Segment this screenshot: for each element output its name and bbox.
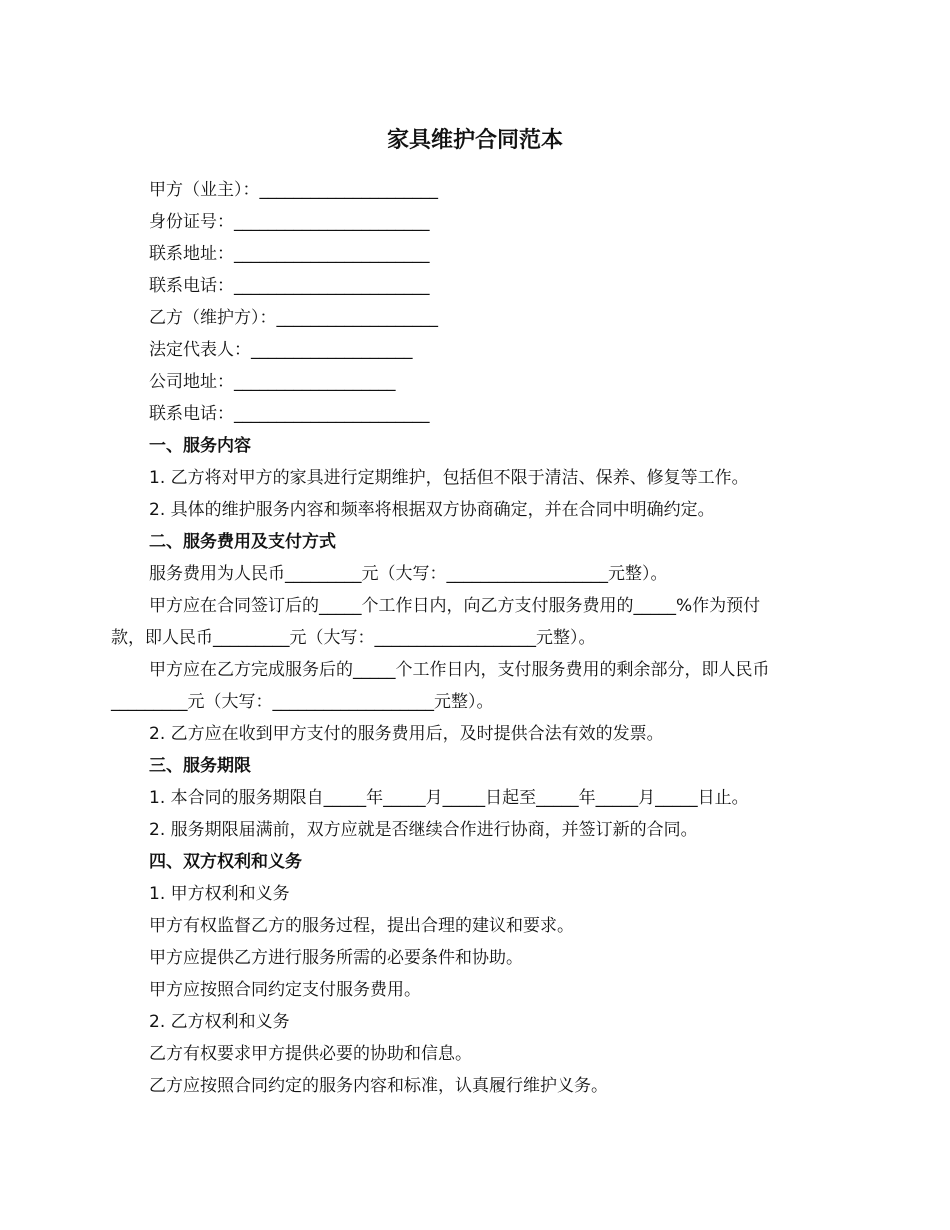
paragraph: 2. 乙方应在收到甲方支付的服务费用后，及时提供合法有效的发票。 (149, 724, 664, 744)
subheading-party-a: 1. 甲方权利和义务 (149, 884, 290, 904)
party-a-phone-line: 联系电话：_______________________ (149, 276, 430, 296)
section-heading-service-content: 一、服务内容 (149, 436, 251, 456)
legal-representative-line: 法定代表人：___________________ (149, 340, 413, 360)
paragraph: 甲方有权监督乙方的服务过程，提出合理的建议和要求。 (149, 916, 574, 936)
paragraph: 甲方应在乙方完成服务后的_____个工作日内，支付服务费用的剩余部分，即人民币 (149, 660, 770, 680)
section-heading-service-term: 三、服务期限 (149, 756, 251, 776)
party-b-phone-line: 联系电话：_______________________ (149, 404, 430, 424)
section-heading-fees-payment: 二、服务费用及支付方式 (149, 532, 336, 552)
paragraph-continuation: 款，即人民币_________元（大写：___________________元整）。 (111, 628, 596, 648)
id-number-line: 身份证号：_______________________ (149, 212, 430, 232)
paragraph: 服务费用为人民币_________元（大写：___________________元整）。 (149, 564, 668, 584)
party-a-address-line: 联系地址：_______________________ (149, 244, 430, 264)
paragraph: 1. 乙方将对甲方的家具进行定期维护，包括但不限于清洁、保养、修复等工作。 (149, 468, 749, 488)
section-heading-rights-obligations: 四、双方权利和义务 (149, 852, 302, 872)
company-address-line: 公司地址：___________________ (149, 372, 396, 392)
party-a-line: 甲方（业主）：_____________________ (149, 180, 438, 200)
paragraph: 2. 具体的维护服务内容和频率将根据双方协商确定，并在合同中明确约定。 (149, 500, 715, 520)
paragraph: 乙方有权要求甲方提供必要的协助和信息。 (149, 1044, 472, 1064)
paragraph: 甲方应按照合同约定支付服务费用。 (149, 980, 421, 1000)
paragraph: 甲方应提供乙方进行服务所需的必要条件和协助。 (149, 948, 523, 968)
subheading-party-b: 2. 乙方权利和义务 (149, 1012, 290, 1032)
paragraph: 甲方应在合同签订后的_____个工作日内，向乙方支付服务费用的_____%作为预付 (149, 596, 761, 616)
paragraph: 2. 服务期限届满前，双方应就是否继续合作进行协商，并签订新的合同。 (149, 820, 698, 840)
paragraph: 乙方应按照合同约定的服务内容和标准，认真履行维护义务。 (149, 1076, 608, 1096)
document-title: 家具维护合同范本 (386, 128, 563, 153)
paragraph: 1. 本合同的服务期限自_____年_____月_____日起至_____年_____月_____日止。 (149, 788, 749, 808)
paragraph-continuation: _________元（大写：___________________元整）。 (111, 692, 494, 712)
party-b-line: 乙方（维护方）：___________________ (149, 308, 438, 328)
